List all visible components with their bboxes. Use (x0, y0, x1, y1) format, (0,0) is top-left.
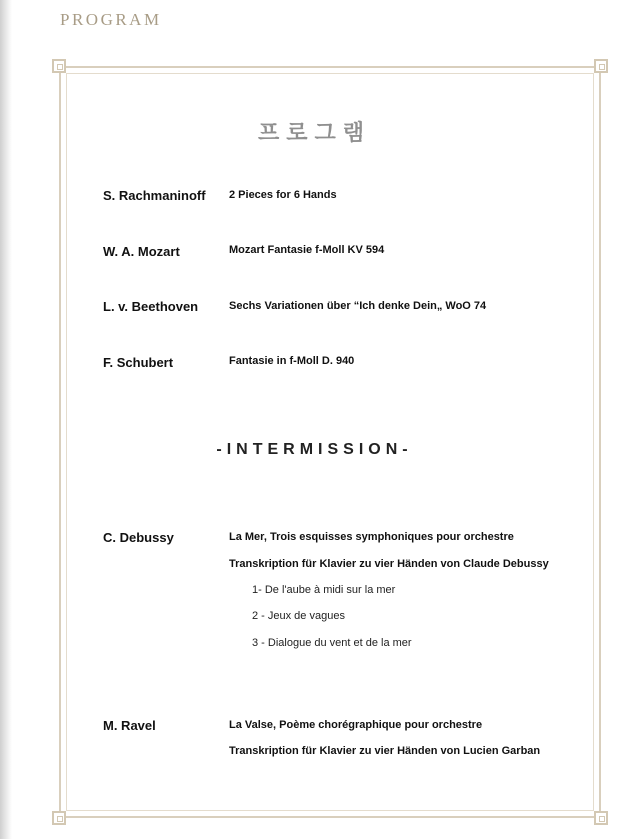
movement-item: 3 - Dialogue du vent et de la mer (252, 637, 412, 649)
frame-corner-ornament (52, 811, 66, 825)
movement-item: 1- De l'aube à midi sur la mer (252, 584, 396, 596)
work-title: Mozart Fantasie f-Moll KV 594 (229, 244, 385, 256)
work-subtitle: Transkription für Klavier zu vier Händen von Claude Debussy (229, 558, 549, 570)
composer-name: F. Schubert (103, 355, 174, 370)
program-title-korean: 프로그램 (257, 121, 371, 146)
frame-corner-ornament (52, 59, 66, 73)
composer-name: S. Rachmaninoff (103, 188, 206, 203)
composer-name: M. Ravel (103, 718, 156, 733)
work-title: La Mer, Trois esquisses symphoniques pour orchestre (229, 531, 514, 543)
work-title: Fantasie in f-Moll D. 940 (229, 355, 355, 367)
composer-name: W. A. Mozart (103, 244, 180, 259)
work-title: La Valse, Poème chorégraphique pour orchestre (229, 719, 483, 731)
work-title: 2 Pieces for 6 Hands (229, 189, 337, 201)
work-title: Sechs Variationen über “Ich denke Dein„ WoO 74 (229, 300, 487, 312)
intermission-heading: -INTERMISSION- (216, 441, 413, 458)
composer-name: C. Debussy (103, 530, 174, 545)
page-header: PROGRAM (60, 10, 162, 29)
frame-corner-ornament (594, 811, 608, 825)
movement-item: 2 - Jeux de vagues (252, 610, 345, 622)
frame-corner-ornament (594, 59, 608, 73)
composer-name: L. v. Beethoven (103, 299, 199, 314)
work-subtitle: Transkription für Klavier zu vier Händen von Lucien Garban (229, 745, 541, 757)
